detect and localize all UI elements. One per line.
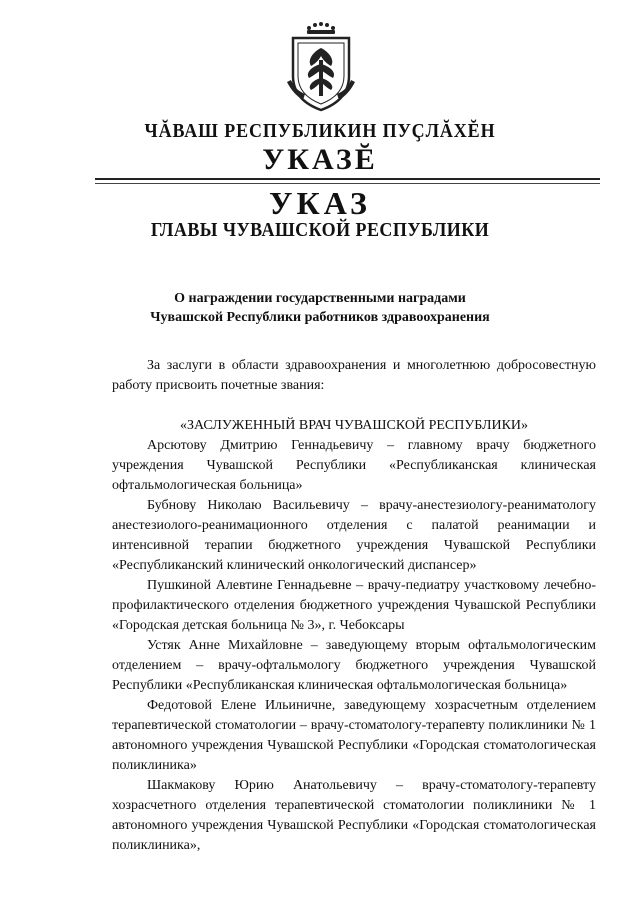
- intro-paragraph: За заслуги в области здравоохранения и многолетнюю добросовестную работу присвоить почетные звания:: [112, 358, 596, 393]
- coat-of-arms-emblem: [283, 20, 359, 116]
- award-entry: Шакмакову Юрию Анатольевичу – врачу-стоматологу-терапевту хозрасчетного отделения терапевтической стоматологии поликлиники № 1 автономного учреждения Чувашской Республики «Городская стоматологическая поликлиника»,: [112, 778, 596, 853]
- header-chuvash-line2: УКАЗĔ: [262, 143, 378, 176]
- header-divider: [95, 178, 600, 180]
- document-body: [112, 356, 596, 856]
- award-entry: Бубнову Николаю Васильевичу – врачу-анестезиологу-реаниматологу анестезиолого-реанимационного отделения с палатой реанимации и интенсивной терапии бюджетного учреждения Чувашской Республики «Республиканский клинический онкологический диспансер»: [112, 498, 596, 573]
- award-entry: Арсютову Дмитрию Геннадьевичу – главному врачу бюджетного учреждения Чувашской Республики «Республиканская клиническая офтальмологическая больница»: [112, 438, 596, 493]
- header-chuvash-line1: ЧĂВАШ РЕСПУБЛИКИН ПУҪЛĂХĔН: [144, 120, 496, 142]
- document-title: [100, 289, 540, 327]
- section-title: «ЗАСЛУЖЕННЫЙ ВРАЧ ЧУВАШСКОЙ РЕСПУБЛИКИ»: [179, 418, 529, 433]
- award-entry: Пушкиной Алевтине Геннадьевне – врачу-педиатру участковому лечебно-профилактического отделения бюджетного учреждения Чувашской Республики «Городская детская больница № 3», г. Чебоксары: [112, 578, 596, 633]
- award-entry: Устяк Анне Михайловне – заведующему вторым офтальмологическим отделением – врачу-офтальмологу бюджетного учреждения Чувашской Республики «Республиканская клиническая офтальмологическая больница»: [112, 638, 596, 693]
- award-entry: Федотовой Елене Ильиничне, заведующему хозрасчетным отделением терапевтической стоматологии – врачу-стоматологу-терапевту поликлиники № 1 автономного учреждения Чувашской Республики «Городская стоматологическая поликлиника»: [112, 698, 596, 773]
- document-title-line2: Чувашской Республики работников здравоохранения: [150, 310, 490, 325]
- document-title-line1: О награждении государственными наградами: [174, 291, 466, 306]
- header-russian-line1: УКАЗ: [269, 185, 371, 221]
- header-divider-thin: [95, 183, 600, 184]
- header-russian-line2: ГЛАВЫ ЧУВАШСКОЙ РЕСПУБЛИКИ: [150, 219, 490, 241]
